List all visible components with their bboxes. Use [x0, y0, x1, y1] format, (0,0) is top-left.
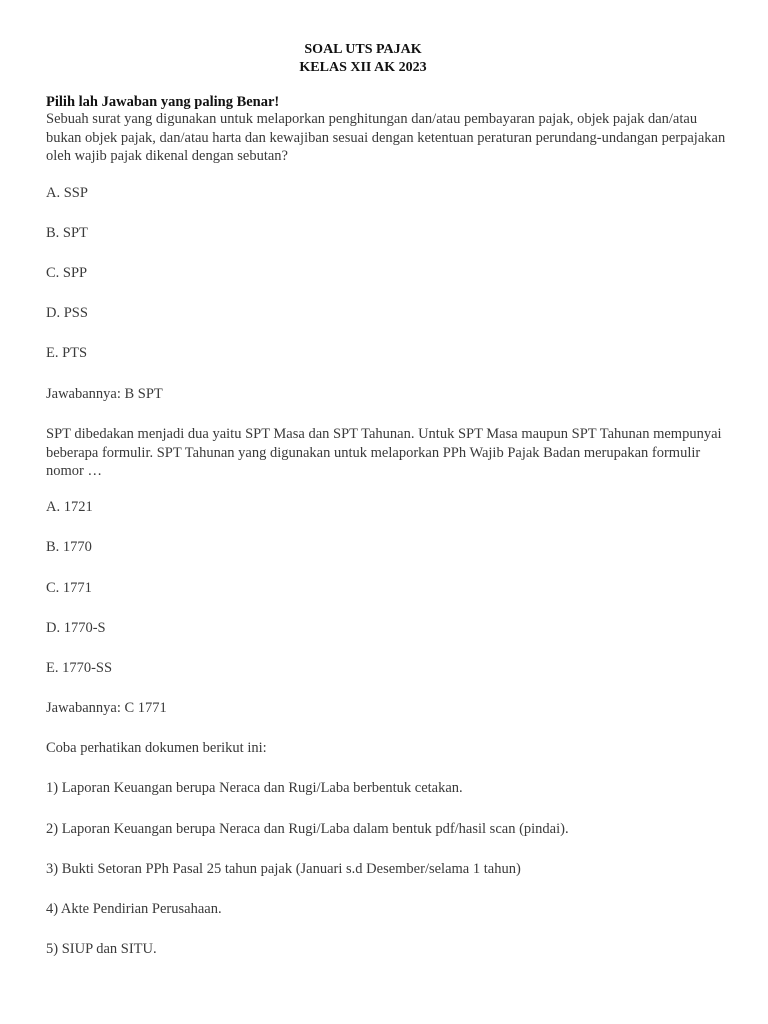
q2-option-a: A. 1721 [46, 499, 93, 515]
q2-option-b: B. 1770 [46, 539, 92, 555]
q3-item-5: 5) SIUP dan SITU. [46, 941, 157, 957]
q1-option-d: D. PSS [46, 305, 88, 321]
q2-option-e: E. 1770-SS [46, 660, 113, 676]
q3-item-4: 4) Akte Pendirian Perusahaan. [46, 901, 222, 917]
q1-answer: Jawabannya: B SPT [46, 386, 163, 402]
q3-item-1: 1) Laporan Keuangan berupa Neraca dan Rugi/Laba berbentuk cetakan. [46, 780, 463, 796]
q1-option-b: B. SPT [46, 225, 88, 241]
instruction: Pilih lah Jawaban yang paling Benar! [46, 94, 280, 110]
q2-option-d: D. 1770-S [46, 620, 106, 636]
question-1-text: Sebuah surat yang digunakan untuk melaporkan penghitungan dan/atau pembayaran pajak, objek pajak dan/atau bukan objek pajak, dan/atau harta dan kewajiban sesuai dengan ketentuan peraturan perundang-undangan perpajakan oleh wajib pajak dikenal dengan sebutan? [46, 111, 726, 164]
q2-answer: Jawabannya: C 1771 [46, 700, 167, 716]
question-3-intro: Coba perhatikan dokumen berikut ini: [46, 740, 267, 756]
document-title: SOAL UTS PAJAK [304, 42, 422, 57]
q1-option-e: E. PTS [46, 345, 88, 361]
question-2-text: SPT dibedakan menjadi dua yaitu SPT Masa dan SPT Tahunan. Untuk SPT Masa maupun SPT Tahunan mempunyai beberapa formulir. SPT Tahunan yang digunakan untuk melaporkan PPh Wajib Pajak Badan merupakan formulir nomor … [46, 426, 722, 479]
q3-item-3: 3) Bukti Setoran PPh Pasal 25 tahun pajak (Januari s.d Desember/selama 1 tahun) [46, 861, 521, 877]
q3-item-2: 2) Laporan Keuangan berupa Neraca dan Rugi/Laba dalam bentuk pdf/hasil scan (pindai). [46, 821, 569, 837]
q1-option-c: C. SPP [46, 265, 88, 281]
q2-option-c: C. 1771 [46, 580, 92, 596]
document-subtitle: KELAS XII AK 2023 [299, 60, 427, 75]
q1-option-a: A. SSP [46, 185, 88, 201]
